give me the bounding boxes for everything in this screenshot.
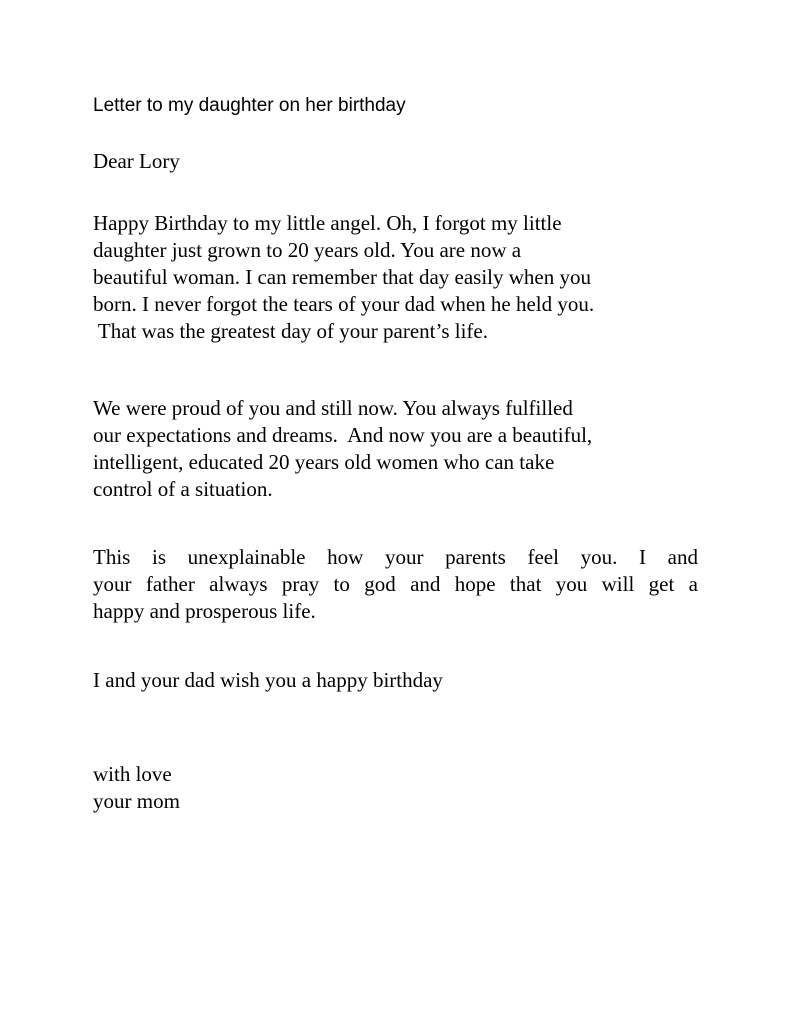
paragraph-line: your father always pray to god and hope that you will get a: [93, 572, 698, 596]
paragraph-line: This is unexplainable how your parents feel you. I and: [93, 545, 698, 569]
paragraph-line: We were proud of you and still now. You always fulfilled: [93, 396, 573, 420]
paragraph-birthday-wishes: [93, 210, 698, 345]
paragraph-line: beautiful woman. I can remember that day easily when you: [93, 265, 591, 289]
letter-salutation: Dear Lory: [93, 149, 180, 173]
paragraph-prayer: [93, 544, 698, 625]
paragraph-line: intelligent, educated 20 years old women who can take: [93, 450, 555, 474]
letter-closing: with love: [93, 762, 172, 786]
paragraph-line: born. I never forgot the tears of your dad when he held you.: [93, 292, 595, 316]
paragraph-proud: [93, 395, 698, 503]
letter-title: Letter to my daughter on her birthday: [93, 95, 406, 116]
letter-signature: your mom: [93, 789, 180, 813]
paragraph-line: happy and prosperous life.: [93, 599, 316, 623]
paragraph-line: daughter just grown to 20 years old. You are now a: [93, 238, 522, 262]
birthday-wish-line: I and your dad wish you a happy birthday: [93, 668, 443, 692]
paragraph-line: That was the greatest day of your parent’s life.: [93, 319, 488, 343]
paragraph-line: our expectations and dreams. And now you are a beautiful,: [93, 423, 593, 447]
paragraph-line: control of a situation.: [93, 477, 273, 501]
paragraph-line: Happy Birthday to my little angel. Oh, I forgot my little: [93, 211, 562, 235]
